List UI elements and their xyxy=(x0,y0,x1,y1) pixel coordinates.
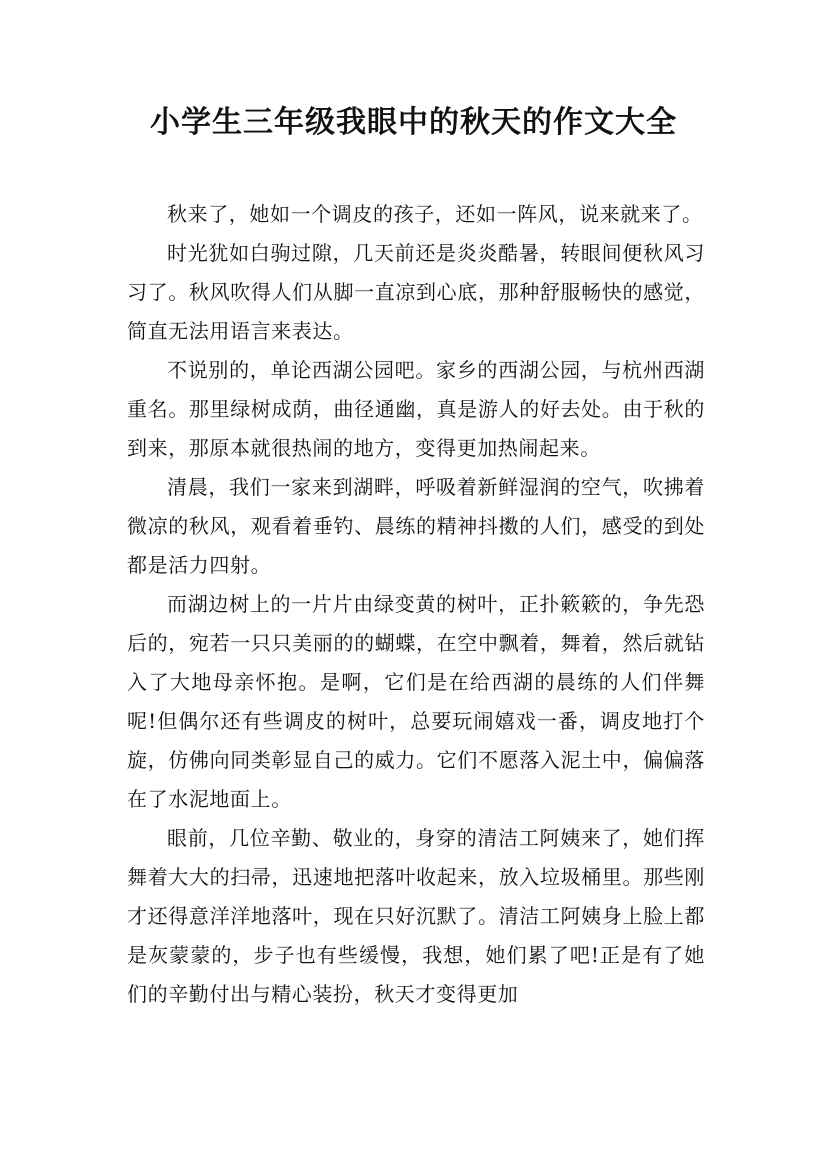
paragraph-6: 眼前，几位辛勤、敬业的，身穿的清洁工阿姨来了，她们挥舞着大大的扫帚，迅速地把落叶收起来，放入垃圾桶里。那些刚才还得意洋洋地落叶，现在只好沉默了。清洁工阿姨身上脸上都是灰蒙蒙的，步子也有些缓慢，我想，她们累了吧!正是有了她们的辛勤付出与精心装扮，秋天才变得更加 xyxy=(127,826,705,1006)
paragraph-5: 而湖边树上的一片片由绿变黄的树叶，正扑簌簌的，争先恐后的，宛若一只只美丽的的蝴蝶，在空中飘着，舞着，然后就钻入了大地母亲怀抱。是啊，它们是在给西湖的晨练的人们伴舞呢!但偶尔还有些调皮的树叶，总要玩闹嬉戏一番，调皮地打个旋，仿佛向同类彰显自己的威力。它们不愿落入泥土中，偏偏落在了水泥地面上。 xyxy=(127,592,705,811)
paragraph-4: 清晨，我们一家来到湖畔，呼吸着新鲜湿润的空气，吹拂着微凉的秋风，观看着垂钓、晨练的精神抖擞的人们，感受的到处都是活力四射。 xyxy=(127,475,705,577)
paragraph-1: 秋来了，她如一个调皮的孩子，还如一阵风，说来就来了。 xyxy=(167,202,703,226)
paragraph-3: 不说别的，单论西湖公园吧。家乡的西湖公园，与杭州西湖重名。那里绿树成荫，曲径通幽，真是游人的好去处。由于秋的到来，那原本就很热闹的地方，变得更加热闹起来。 xyxy=(127,358,705,460)
document-title: 小学生三年级我眼中的秋天的作文大全 xyxy=(150,105,677,140)
essay-body xyxy=(127,195,705,1014)
paragraph-2: 时光犹如白驹过隙，几天前还是炎炎酷暑，转眼间便秋风习习了。秋风吹得人们从脚一直凉到心底，那种舒服畅快的感觉，简直无法用语言来表达。 xyxy=(127,241,705,343)
